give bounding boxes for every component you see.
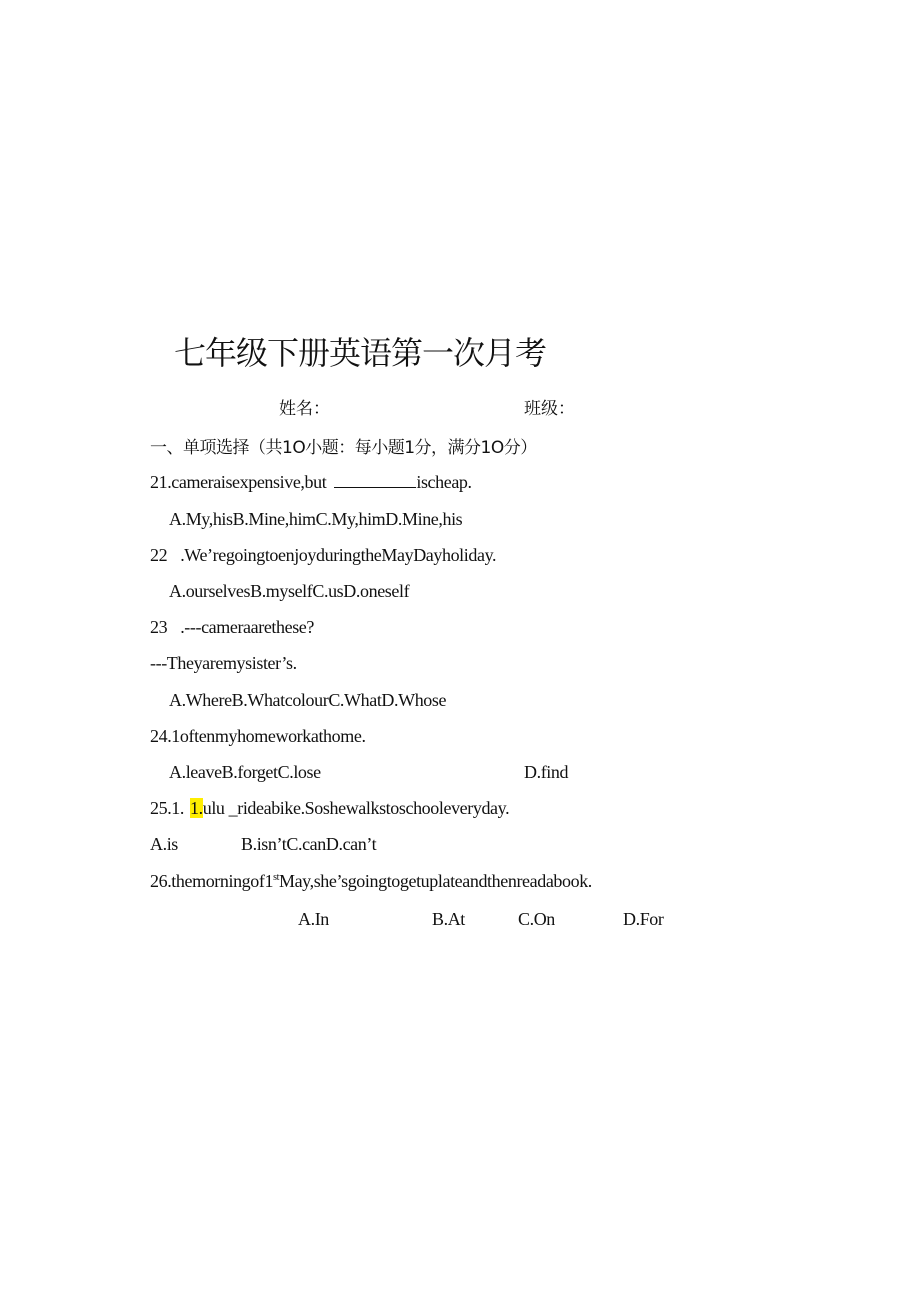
question-26-option-a: A.In [298, 909, 329, 929]
question-23-number: 23 [150, 617, 168, 637]
name-label: 姓名： [279, 399, 330, 419]
question-24-options: A.leaveB.forgetC.lose [169, 762, 321, 782]
class-label: 班级： [524, 399, 575, 419]
question-23-answer: ---Theyaremysister’s. [150, 653, 297, 673]
question-22 [150, 545, 496, 566]
question-26-option-c: C.On [518, 909, 555, 929]
question-26-option-b: B.At [432, 909, 465, 929]
highlight-mark: 1. [190, 798, 203, 818]
question-21 [150, 472, 472, 493]
page-title: 七年级下册英语第一次月考 [174, 334, 547, 372]
question-26 [150, 871, 592, 892]
question-26-text: 26.themorningof1 [150, 871, 274, 891]
ordinal-suffix: st [273, 872, 279, 883]
question-22-number: 22 [150, 545, 168, 565]
question-26-option-d: D.For [623, 909, 664, 929]
question-24-option-d: D.find [524, 762, 569, 782]
question-25 [150, 798, 509, 819]
question-21-options: A.My,hisB.Mine,himC.My,himD.Mine,his [169, 509, 463, 529]
question-23-text: .---cameraarethese? [180, 617, 314, 637]
question-22-text: .We’regoingtoenjoyduringtheMayDayholiday. [180, 545, 497, 565]
question-25-prefix: 25.1. [150, 798, 185, 818]
question-25-text: ulu _rideabike.Soshewalkstoschooleveryday. [202, 798, 510, 818]
section-heading: 一、单项选择（共1O小题：每小题1分，满分1O分） [150, 438, 537, 458]
answer-blank [334, 473, 416, 488]
question-23 [150, 617, 314, 638]
question-22-options: A.ourselvesB.myselfC.usD.oneself [169, 581, 410, 601]
question-24: 24.1oftenmyhomeworkathome. [150, 726, 366, 746]
question-25-option-a: A.is [150, 834, 178, 854]
question-25-options: B.isn’tC.canD.can’t [241, 834, 377, 854]
question-23-options: A.WhereB.WhatcolourC.WhatD.Whose [169, 690, 447, 710]
question-26-text-end: May,she’sgoingtogetuplateandthenreadabook. [278, 871, 592, 891]
question-21-text-end: ischeap. [416, 472, 472, 492]
question-21-text: 21.cameraisexpensive,but [150, 472, 327, 492]
